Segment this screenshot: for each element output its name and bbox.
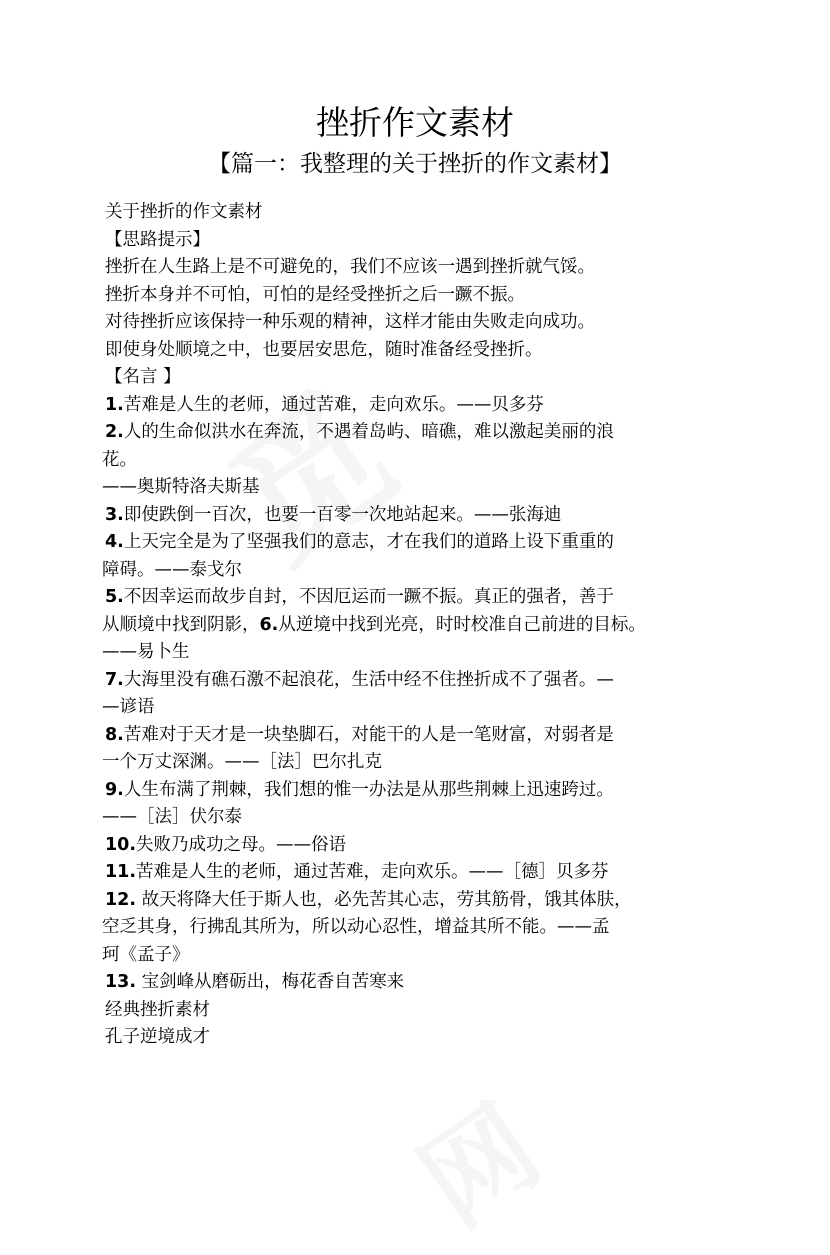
quote-text: 大海里没有礁石激不起浪花，生活中经不住挫折成不了强者。—: [123, 669, 614, 690]
quote-text: 上天完全是为了坚强我们的意志，才在我们的道路上设下重重的: [123, 532, 614, 552]
quote-5-author: ——易卜生: [102, 642, 190, 662]
intro-line: 关于挫折的作文素材: [105, 202, 263, 222]
quote-11: [105, 859, 745, 887]
quote-5-cont: [102, 612, 745, 640]
quote-number: 13.: [105, 972, 137, 992]
page-title: 挫折作文素材: [316, 103, 514, 142]
quote-text: 即使跌倒一百次，也要一百零一次地站起来。——张海迪: [123, 504, 562, 525]
quote-text: 从顺境中找到阴影，: [102, 614, 260, 635]
quote-number: 12.: [105, 889, 137, 910]
quote-number: 11.: [105, 862, 137, 882]
section-heading-thinking: 【思路提示】: [105, 229, 210, 250]
quote-7-cont: —谚语: [102, 697, 155, 717]
quote-12-cont: 空乏其身，行拂乱其所为，所以动心忍性，增益其所不能。——孟: [102, 917, 610, 937]
quote-2-author: ——奥斯特洛夫斯基: [102, 477, 260, 497]
quote-7: [105, 667, 745, 695]
quote-5: [105, 584, 745, 612]
quote-number: 4.: [105, 532, 124, 552]
quote-text: 人生布满了荆棘，我们想的惟一办法是从那些荆棘上迅速跨过。: [123, 779, 614, 800]
footer-line: 孔子逆境成才: [105, 1027, 210, 1047]
quote-9-cont: ——［法］伏尔泰: [102, 807, 242, 827]
quote-text: 从逆境中找到光亮，时时校准自己前进的目标。: [278, 614, 646, 635]
page-subtitle: 【篇一：我整理的关于挫折的作文素材】: [208, 151, 622, 177]
quote-number: 6.: [259, 614, 279, 635]
watermark-bottom: [385, 1063, 566, 1255]
quote-9: [105, 777, 745, 805]
footer-line: 经典挫折素材: [105, 999, 210, 1020]
quote-text: 失败乃成功之母。——俗语: [136, 834, 347, 855]
quote-1: [105, 392, 745, 420]
quote-text: 苦难对于天才是一块垫脚石，对能干的人是一笔财富，对弱者是: [123, 724, 614, 745]
quote-number: 1.: [105, 394, 124, 415]
section-heading-quotes: 【名言 】: [105, 367, 181, 387]
quote-text: 宝剑峰从磨砺出，梅花香自苦寒来: [136, 972, 405, 992]
quote-8: [105, 722, 745, 750]
quote-number: 2.: [105, 422, 124, 442]
thinking-line: 挫折在人生路上是不可避免的，我们不应该一遇到挫折就气馁。: [105, 257, 595, 277]
thinking-line: 对待挫折应该保持一种乐观的精神，这样才能由失败走向成功。: [105, 312, 595, 332]
thinking-line: 即使身处顺境之中，也要居安思危，随时准备经受挫折。: [105, 339, 543, 360]
quote-number: 8.: [105, 724, 124, 745]
quote-text: 故天将降大任于斯人也，必先苦其心志，劳其筋骨，饿其体肤，: [136, 889, 632, 910]
quote-4-cont: 障碍。——泰戈尔: [102, 559, 242, 580]
quote-text: 人的生命似洪水在奔流，不遇着岛屿、暗礁，难以激起美丽的浪: [123, 422, 614, 442]
quote-3: [105, 502, 745, 530]
quote-2-cont: 花。: [102, 449, 137, 470]
quote-number: 9.: [105, 779, 124, 800]
quote-12-cont: 珂《孟子》: [102, 944, 190, 965]
quote-text: 苦难是人生的老师，通过苦难，走向欢乐。——［德］贝多芬: [136, 862, 609, 882]
quote-number: 10.: [105, 834, 137, 855]
quote-number: 7.: [105, 669, 124, 690]
quote-13: [105, 969, 745, 997]
quote-number: 5.: [105, 587, 124, 607]
document-body: [102, 199, 745, 1052]
quote-text: 不因幸运而故步自封，不因厄运而一蹶不振。真正的强者，善于: [123, 587, 614, 607]
quote-text: 苦难是人生的老师，通过苦难，走向欢乐。——贝多芬: [123, 394, 544, 415]
quote-12: [105, 887, 745, 915]
quote-8-cont: 一个万丈深渊。——［法］巴尔扎克: [102, 752, 382, 772]
quote-number: 3.: [105, 504, 124, 525]
quote-2: [105, 419, 745, 447]
thinking-line: 挫折本身并不可怕，可怕的是经受挫折之后一蹶不振。: [105, 284, 525, 305]
quote-4: [105, 529, 745, 557]
quote-10: [105, 832, 745, 860]
